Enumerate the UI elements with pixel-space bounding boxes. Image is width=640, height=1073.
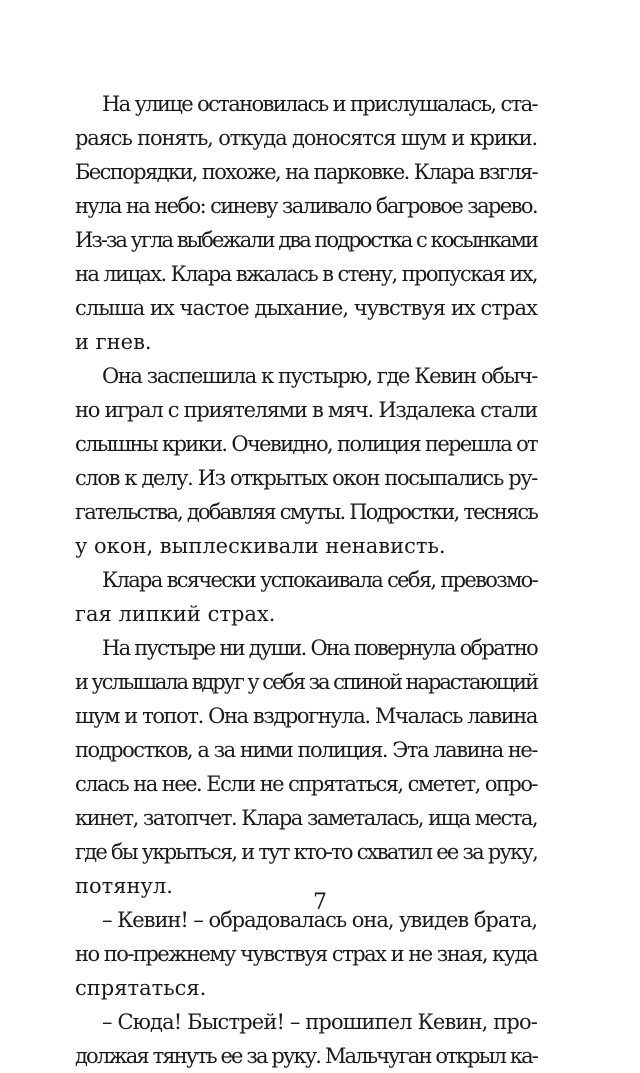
text-line: и гнев. [75, 330, 152, 354]
text-line: на лицах. Клара вжалась в стену, пропуская их, [75, 262, 537, 286]
text-line: где бы укрыться, и тут кто-то схватил ее за руку, [75, 840, 537, 864]
text-line: слась на нее. Если не спрятаться, сметет, опро- [75, 772, 537, 796]
text-line: спрятаться. [75, 976, 207, 1000]
text-line: На пустыре ни души. Она повернула обратно [102, 636, 537, 660]
text-line: На улице остановилась и прислушалась, ста- [102, 92, 537, 116]
page-number: 7 [313, 890, 327, 915]
text-line: у окон, выплескивали ненависть. [75, 534, 446, 558]
text-line: раясь понять, откуда доносятся шум и крики. [75, 126, 537, 150]
text-line: слов к делу. Из открытых окон посыпались ру- [75, 466, 537, 490]
text-line: слышны крики. Очевидно, полиция перешла от [75, 432, 537, 456]
text-line: должая тянуть ее за руку. Мальчуган открыл ка- [75, 1044, 537, 1068]
text-line: но по-прежнему чувствуя страх и не зная, куда [75, 942, 537, 966]
text-line: Она заспешила к пустырю, где Кевин обыч- [102, 364, 537, 388]
text-line: гая липкий страх. [75, 602, 276, 626]
text-line: и услышала вдруг у себя за спиной нарастающий [75, 670, 537, 694]
text-line: нула на небо: синеву заливало багровое зарево. [75, 194, 537, 218]
text-line: подростков, а за ними полиция. Эта лавина не- [75, 738, 537, 762]
text-line: кинет, затопчет. Клара заметалась, ища места, [75, 806, 537, 830]
text-line: Из-за угла выбежали два подростка с косынками [75, 228, 537, 252]
text-line: шум и топот. Она вздрогнула. Мчалась лавина [75, 704, 537, 728]
text-line: гательства, добавляя смуты. Подростки, теснясь [75, 500, 538, 524]
text-line: потянул. [75, 874, 173, 898]
text-line: – Сюда! Быстрей! – прошипел Кевин, про- [102, 1010, 537, 1034]
text-line: но играл с приятелями в мяч. Издалека стали [75, 398, 537, 422]
text-line: слыша их частое дыхание, чувствуя их страх [75, 296, 537, 320]
body-text [75, 87, 537, 1073]
text-line: Клара всячески успокаивала себя, превозмо- [102, 568, 537, 592]
text-line: – Кевин! – обрадовалась она, увидев брата, [102, 908, 537, 932]
text-line: Беспорядки, похоже, на парковке. Клара взгля- [75, 160, 537, 184]
